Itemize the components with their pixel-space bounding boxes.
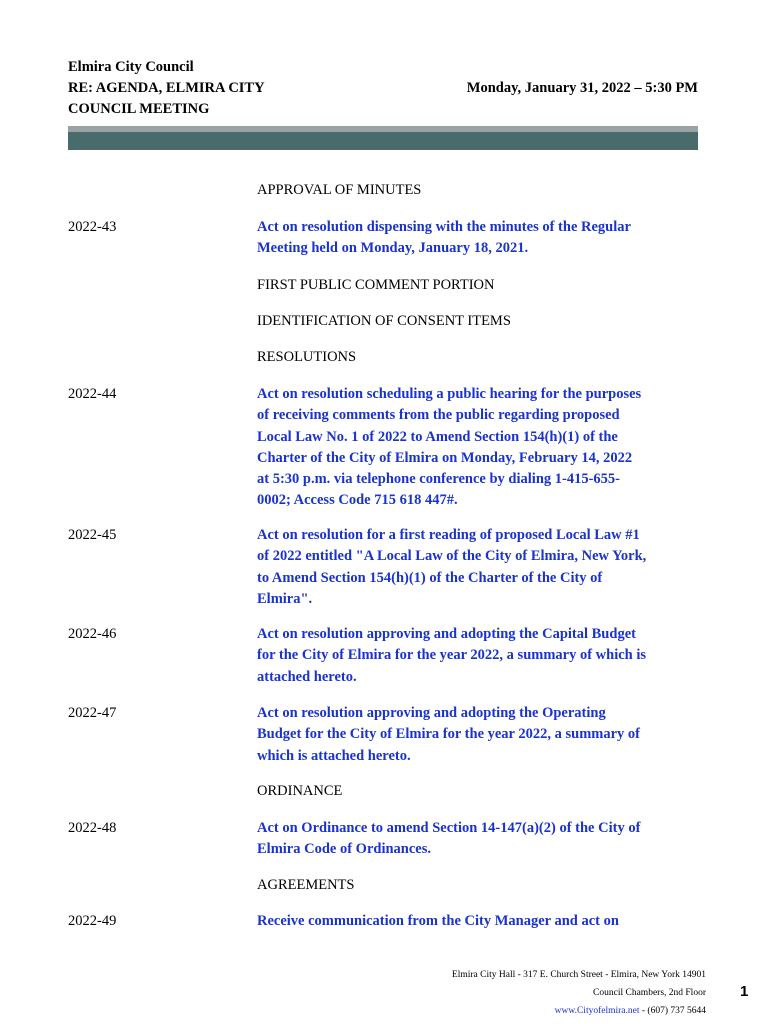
header-divider-dark xyxy=(68,132,698,150)
section-resolutions: RESOLUTIONS xyxy=(257,349,357,365)
footer-room: Council Chambers, 2nd Floor xyxy=(593,988,706,998)
item-number: 2022-43 xyxy=(68,219,117,235)
agenda-item-text[interactable]: Act on resolution dispensing with the minutes of the Regular Meeting held on Monday, January 18, 2021. xyxy=(257,219,631,257)
agenda-title-line2: COUNCIL MEETING xyxy=(68,101,210,117)
footer-contact xyxy=(555,1006,706,1016)
document-header xyxy=(68,57,698,120)
website-link[interactable]: www.Cityofelmira.net xyxy=(554,1006,640,1016)
item-number: 2022-45 xyxy=(68,527,117,543)
agenda-title-line1: RE: AGENDA, ELMIRA CITY xyxy=(68,80,265,96)
meeting-date: Monday, January 31, 2022 – 5:30 PM xyxy=(466,80,698,96)
section-ordinance: ORDINANCE xyxy=(257,783,343,799)
agenda-item-text[interactable]: Receive communication from the City Manager and act on xyxy=(257,913,619,929)
item-number: 2022-46 xyxy=(68,626,117,642)
agenda-item-text[interactable]: Act on resolution approving and adopting the Capital Budget for the City of Elmira for the year 2022, a summary of which is attached hereto. xyxy=(257,626,647,685)
agenda-item-text[interactable]: Act on Ordinance to amend Section 14-147(a)(2) of the City of Elmira Code of Ordinances. xyxy=(257,820,641,858)
footer-address: Elmira City Hall - 317 E. Church Street - Elmira, New York 14901 xyxy=(451,970,706,980)
item-number: 2022-48 xyxy=(68,820,117,836)
agenda-item-text[interactable]: Act on resolution scheduling a public hearing for the purposes of receiving comments from the public regarding proposed Local Law No. 1 of 2022 to Amend Section 154(h)(1) of the Charter of the City of Elmira on Monday, February 14, 2022 at 5:30 p.m. via telephone conference by dialing 1-415-655-0002; Access Code 715 618 447#. xyxy=(257,386,642,509)
section-consent-items: IDENTIFICATION OF CONSENT ITEMS xyxy=(257,313,511,329)
agenda-item-text[interactable]: Act on resolution for a first reading of proposed Local Law #1 of 2022 entitled "A Local Law of the City of Elmira, New York, to Amend Section 154(h)(1) of the Charter of the City of Elmira". xyxy=(257,527,647,607)
council-name: Elmira City Council xyxy=(68,59,194,75)
page-number: 1 xyxy=(740,983,749,1000)
agenda-item-text[interactable]: Act on resolution approving and adopting the Operating Budget for the City of Elmira for the year 2022, a summary of which is attached hereto. xyxy=(257,705,640,764)
item-number: 2022-49 xyxy=(68,913,117,929)
section-approval-of-minutes: APPROVAL OF MINUTES xyxy=(257,182,422,198)
item-number: 2022-44 xyxy=(68,386,117,402)
section-public-comment: FIRST PUBLIC COMMENT PORTION xyxy=(257,277,495,293)
footer-phone: - (607) 737 5644 xyxy=(639,1006,706,1016)
section-agreements: AGREEMENTS xyxy=(257,877,355,893)
item-number: 2022-47 xyxy=(68,705,117,721)
